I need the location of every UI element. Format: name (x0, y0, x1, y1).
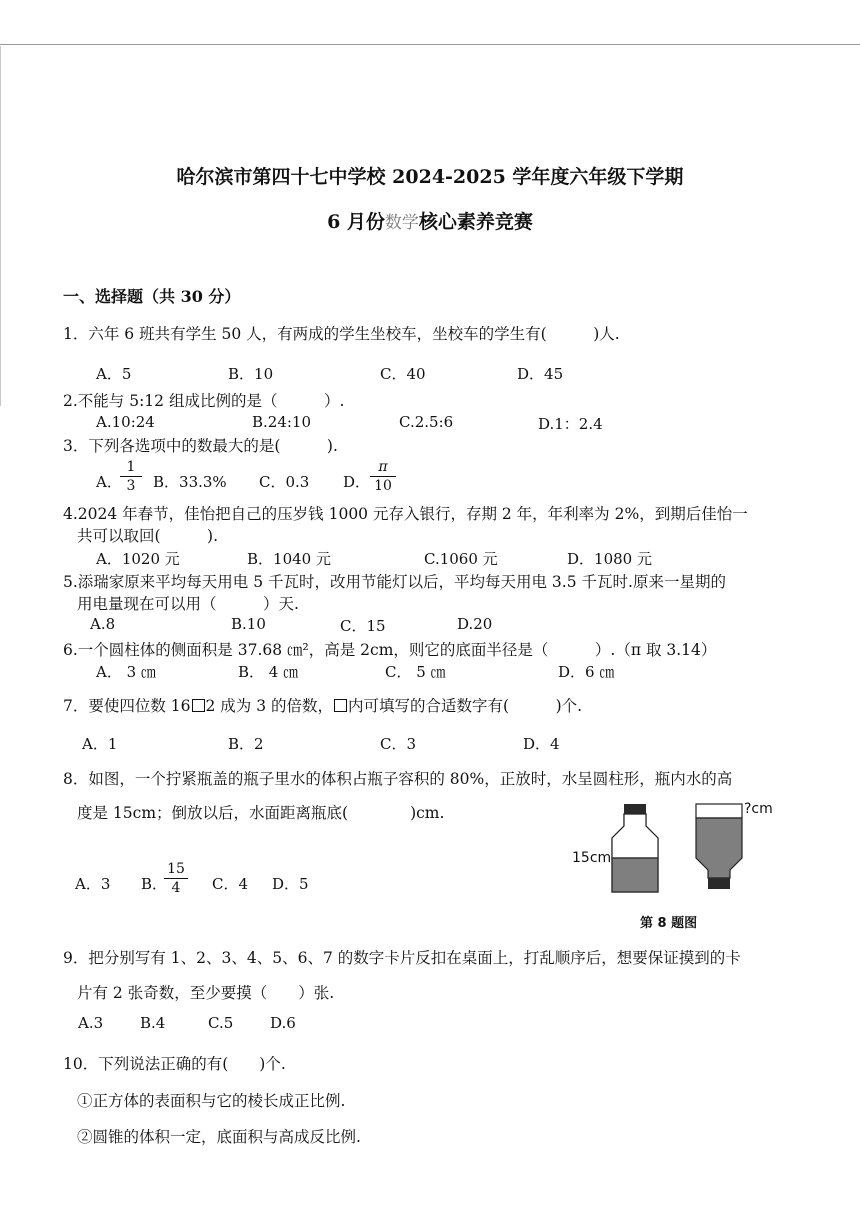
figure-label-question-cm: ?cm (744, 801, 773, 817)
bottle-cap-inverted (708, 878, 730, 889)
q2-stem: 2.不能与 5:12 组成比例的是（ ）. (63, 392, 345, 410)
q1-option-c: C．40 (380, 365, 426, 383)
bottle-water-inverted (696, 818, 742, 878)
q8-option-a: A．3 (75, 875, 111, 893)
q7-option-d: D．4 (523, 735, 560, 753)
q6-option-a: A． 3 ㎝ (96, 663, 156, 681)
q10-statement-1: ①正方体的表面积与它的棱长成正比例. (77, 1092, 346, 1110)
q7-stem-pre: 7．要使四位数 16 (63, 697, 191, 715)
q1-option-a: A．5 (96, 365, 132, 383)
q9-option-b: B.4 (140, 1014, 166, 1032)
q4-option-c: C.1060 元 (424, 550, 498, 568)
q9-stem-line2: 片有 2 张奇数，至少要摸（ ）张. (77, 984, 335, 1002)
q8-option-d: D．5 (272, 875, 309, 893)
q8-option-c: C．4 (212, 875, 249, 893)
q10-statement-2: ②圆锥的体积一定，底面积与高成反比例. (77, 1128, 361, 1146)
fraction-numerator: 1 (120, 458, 142, 477)
q5-stem-line2: 用电量现在可以用（ ）天. (77, 595, 299, 613)
q2-option-a: A.10:24 (96, 413, 155, 431)
q2-option-c: C.2.5:6 (399, 413, 454, 431)
q6-option-c: C． 5 ㎝ (385, 663, 446, 681)
q4-stem-line2: 共可以取回( ). (77, 527, 219, 545)
subtitle-part3: 核心素养竞赛 (418, 211, 533, 233)
fraction-numerator: π (370, 458, 396, 477)
q6-option-d: D．6 ㎝ (558, 663, 615, 681)
q10-stem: 10．下列说法正确的有( )个. (63, 1055, 286, 1073)
q7-stem-mid: 2 成为 3 的倍数， (205, 697, 334, 715)
q2-option-b: B.24:10 (252, 413, 312, 431)
q5-option-b: B.10 (231, 615, 266, 633)
q8-option-b-fraction (164, 860, 188, 897)
q4-option-a: A．1020 元 (96, 550, 180, 568)
q3-option-b: B．33.3% (153, 473, 227, 491)
q9-option-c: C.5 (208, 1014, 234, 1032)
figure-caption: 第 8 题图 (640, 916, 698, 931)
exam-subtitle (0, 207, 860, 234)
section-title: 一、选择题（共 30 分） (63, 287, 241, 306)
q9-stem-line1: 9．把分别写有 1、2、3、4、5、6、7 的数字卡片反扣在桌面上，打乱顺序后，想要保证摸到的卡 (63, 949, 741, 967)
q4-option-d: D．1080 元 (567, 550, 652, 568)
bottle-water-body (612, 858, 658, 892)
blank-box-icon (192, 699, 205, 712)
fraction-denominator: 4 (171, 880, 181, 896)
q8-stem-line2: 度是 15cm；倒放以后，水面距离瓶底( )cm. (77, 804, 445, 822)
q7-option-a: A．1 (82, 735, 118, 753)
q9-option-a: A.3 (78, 1014, 104, 1032)
fraction-denominator: 10 (374, 478, 392, 494)
q1-stem: 1．六年 6 班共有学生 50 人，有两成的学生坐校车，坐校车的学生有( )人. (63, 325, 620, 343)
q3-option-c: C．0.3 (259, 473, 310, 491)
q7-stem (63, 694, 582, 716)
q1-option-b: B．10 (228, 365, 274, 383)
q2-option-d: D.1：2.4 (538, 415, 603, 433)
figure-label-15cm: 15cm (572, 850, 612, 866)
q6-option-b: B． 4 ㎝ (238, 663, 299, 681)
q3-option-d: D． (343, 473, 371, 491)
q5-option-c: C．15 (340, 617, 386, 635)
q4-option-b: B．1040 元 (247, 550, 331, 568)
subtitle-subject: 数学 (384, 213, 419, 233)
q3-option-d-fraction (370, 458, 396, 495)
q1-option-d: D．45 (517, 365, 564, 383)
q9-option-d: D.6 (270, 1014, 296, 1032)
bottle-air-top (696, 804, 742, 818)
q8-option-b: B． (141, 875, 168, 893)
q8-stem-line1: 8．如图，一个拧紧瓶盖的瓶子里水的体积占瓶子容积的 80%，正放时，水呈圆柱形，瓶内水的高 (63, 770, 733, 788)
upright-bottle (612, 804, 658, 892)
q5-option-a: A.8 (90, 615, 116, 633)
q5-stem-line1: 5.添瑞家原来平均每天用电 5 千瓦时，改用节能灯以后，平均每天用电 3.5 千瓦时.原来一星期的 (63, 573, 726, 591)
bottle-cap (624, 804, 646, 814)
exam-title: 哈尔滨市第四十七中学校 2024-2025 学年度六年级下学期 (176, 166, 684, 188)
q4-stem-line1: 4.2024 年春节，佳怡把自己的压岁钱 1000 元存入银行，存期 2 年，年利率为 2%，到期后佳怡一 (63, 505, 748, 523)
subtitle-part1: 6 月份 (327, 211, 385, 233)
q6-stem: 6.一个圆柱体的侧面积是 37.68 ㎝²，高是 2cm，则它的底面半径是（ ）.（π 取 3.14） (63, 641, 717, 659)
bottle-air (612, 814, 658, 858)
page-top-border (0, 44, 860, 45)
q5-option-d: D.20 (457, 615, 493, 633)
q7-option-c: C．3 (380, 735, 417, 753)
q3-option-a: A． (96, 473, 122, 491)
fraction-denominator: 3 (126, 478, 136, 494)
q7-stem-post: 内可填写的合适数字有( )个. (348, 697, 583, 715)
blank-box-icon (334, 699, 347, 712)
q7-option-b: B．2 (228, 735, 264, 753)
q3-stem: 3．下列各选项中的数最大的是( ). (63, 437, 338, 455)
fraction-numerator: 15 (164, 860, 188, 879)
inverted-bottle (696, 804, 742, 889)
q3-option-a-fraction (120, 458, 142, 495)
